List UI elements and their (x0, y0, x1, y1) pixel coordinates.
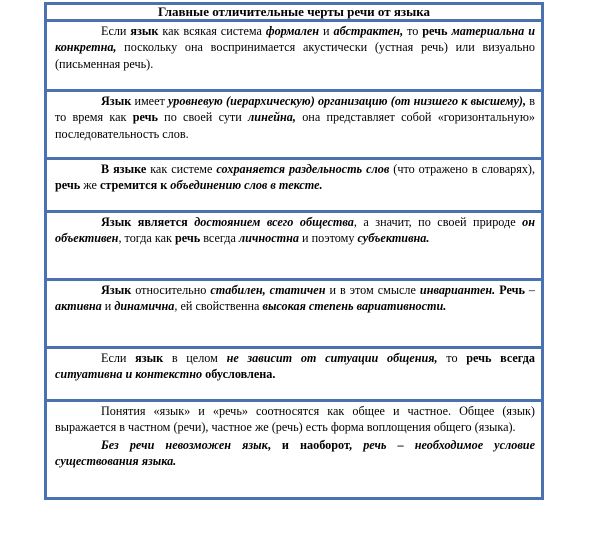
table-row-2 (55, 93, 535, 142)
text-run: по своей сути (157, 110, 249, 125)
table-row-3 (55, 161, 535, 194)
row-1-text (55, 23, 535, 72)
row-divider (47, 157, 541, 160)
text-run: не зависит от ситуации общения, (226, 351, 438, 365)
text-run: в то время как (55, 94, 535, 125)
text-run: речь (55, 178, 81, 193)
text-run: Речь (499, 283, 525, 297)
text-run: стабилен, статичен (210, 283, 326, 297)
text-run: язык (130, 24, 159, 38)
text-run: речь (132, 110, 158, 125)
text-run: как системе (146, 162, 217, 176)
text-run: субъективна. (357, 231, 430, 246)
text-run: он объективен (55, 215, 536, 246)
text-run: и в этом смысле (325, 283, 420, 297)
text-run: и (101, 299, 115, 314)
text-run: , ей свойственна (174, 299, 263, 314)
text-run: Если (101, 351, 136, 365)
row-divider (47, 399, 541, 402)
row-divider (47, 210, 541, 213)
text-run: Если (101, 24, 131, 38)
text-run: материальна и конкретна, (55, 24, 535, 55)
text-run: речь – необходимое условие существования языка. (55, 437, 535, 468)
row-divider (47, 19, 541, 22)
text-run: достоянием всего общества (194, 215, 354, 229)
text-run: и (319, 24, 334, 38)
text-run: то (403, 24, 423, 38)
table-row-6 (55, 350, 535, 383)
table-row-7 (55, 403, 535, 469)
row-4-text (55, 214, 535, 247)
table-row-4 (55, 214, 535, 247)
table-row-1 (55, 23, 535, 72)
text-run: уровневую (иерархическую) организацию (от низшего к высшему), (168, 94, 527, 108)
text-run: – (524, 283, 536, 297)
text-run: Понятия «язык» и «речь» соотносятся как общее и частное. Общее (язык) выражается в частном (речи), частное же (речь) есть форма воплощения общего (языка). (55, 404, 535, 435)
text-run: формален (265, 24, 320, 38)
text-run: , тогда как (118, 231, 175, 246)
text-run: инвариантен. (419, 283, 496, 297)
text-run: язык (135, 351, 164, 365)
row-divider (47, 278, 541, 281)
text-run: как всякая система (158, 24, 266, 38)
text-run: В языке (101, 162, 147, 176)
text-run: имеет (131, 94, 169, 108)
text-run: , и наоборот, (267, 437, 364, 452)
table-row-5 (55, 282, 535, 315)
text-run: в целом (163, 351, 227, 365)
text-run: Язык является (101, 215, 188, 229)
table-title: Главные отличительные черты речи от языка (157, 4, 431, 19)
text-run: , а значит, по своей природе (353, 215, 523, 229)
row-3-text (55, 161, 535, 194)
row-divider (47, 89, 541, 92)
text-run: линейна, (248, 110, 296, 125)
text-run: личностна (238, 231, 299, 246)
text-run: ситуативна и контекстно (55, 367, 203, 382)
row-2-text (55, 93, 535, 142)
text-run: речь (174, 231, 201, 246)
text-run: и поэтому (298, 231, 358, 246)
text-run: стремится к (99, 178, 168, 193)
text-run: динамична (114, 299, 175, 314)
text-run: высокая степень вариативности. (262, 299, 447, 314)
text-run: обусловлена. (205, 367, 276, 382)
text-run: Язык (101, 283, 132, 297)
text-run: она представляет собой «горизонтальную» последовательность слов. (55, 110, 536, 141)
text-run: поскольку она воспринимается акустически (устная речь) или визуально (письменная речь). (55, 40, 535, 71)
row-divider (47, 346, 541, 349)
text-run: речь всегда (466, 351, 535, 365)
row-5-text (55, 282, 535, 315)
text-run: Без речи невозможен язык (101, 437, 268, 452)
features-table (44, 2, 544, 500)
row-7-conclusion (55, 437, 535, 470)
text-run: всегда (200, 231, 239, 246)
row-7-text (55, 403, 535, 436)
text-run: относительно (131, 283, 211, 297)
row-6-text (55, 350, 535, 383)
text-run: речь (422, 24, 448, 38)
text-run: Язык (101, 94, 132, 108)
text-run: абстрактен, (333, 24, 404, 38)
text-run: (что отражено в словарях), (389, 162, 536, 176)
text-run: объединению слов в тексте. (170, 178, 323, 193)
text-run: то (437, 351, 467, 365)
text-run: активна (55, 299, 102, 314)
text-run: сохраняется раздельность слов (216, 162, 390, 176)
text-run: же (80, 178, 100, 193)
